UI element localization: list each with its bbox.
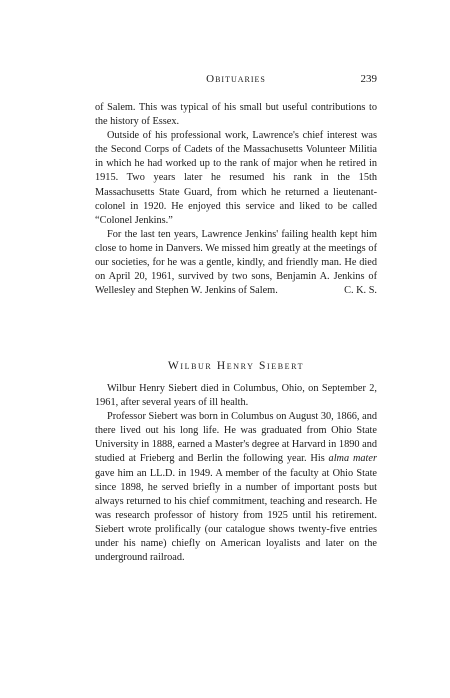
paragraph: of Salem. This was typical of his small but useful contributions to the history of Essex. [95, 102, 377, 128]
page-number: 239 [360, 73, 377, 85]
paragraph [95, 228, 377, 298]
author-initials: C. K. S. [344, 285, 377, 297]
jenkins-obituary-text [95, 101, 377, 298]
paragraph-text: Professor Siebert was born in Columbus on August 30, 1866, and there lived out his long life. He was graduated from Ohio State University in 1888, earned a Master's degree at Harvard in 1890 and studied at Frieberg and Berlin the following year. His [95, 411, 377, 465]
running-head [95, 73, 377, 89]
italic-phrase: alma mater [328, 453, 377, 465]
paragraph [95, 410, 377, 565]
siebert-obituary-text [95, 382, 377, 565]
obituary-heading: Wilbur Henry Siebert [167, 360, 305, 372]
paragraph: Outside of his professional work, Lawrence's chief interest was the Second Corps of Cadets of the Massachusetts Volunteer Militia in which he had worked up to the rank of major when he retired in 1915. Two years later he resumed his rank in the 15th Massachusetts State Guard, from which he returned a lieutenant-colonel in 1920. He enjoyed this service and liked to be called “Colonel Jenkins.” [95, 130, 377, 226]
running-title: Obituaries [206, 73, 266, 85]
paragraph-text: For the last ten years, Lawrence Jenkins' failing health kept him close to home in Danvers. We missed him greatly at the meetings of our societies, for he was a gentle, kindly, and friendly man. He died on April 20, 1961, survived by two sons, Benjamin A. Jenkins of Wellesley and Stephen W. Jenkins of Salem. [95, 228, 377, 297]
paragraph-text: gave him an LL.D. in 1949. A member of the faculty at Ohio State since 1898, he served briefly in a number of important posts but always returned to his chief commitment, teaching and research. He was research professor of history from 1925 until his retirement. Siebert wrote prolifically (our catalogue shows twenty-five entries under his name) chiefly on American loyalists and later on the underground railroad. [95, 467, 377, 564]
paragraph: Wilbur Henry Siebert died in Columbus, Ohio, on September 2, 1961, after several years of ill health. [95, 383, 377, 409]
